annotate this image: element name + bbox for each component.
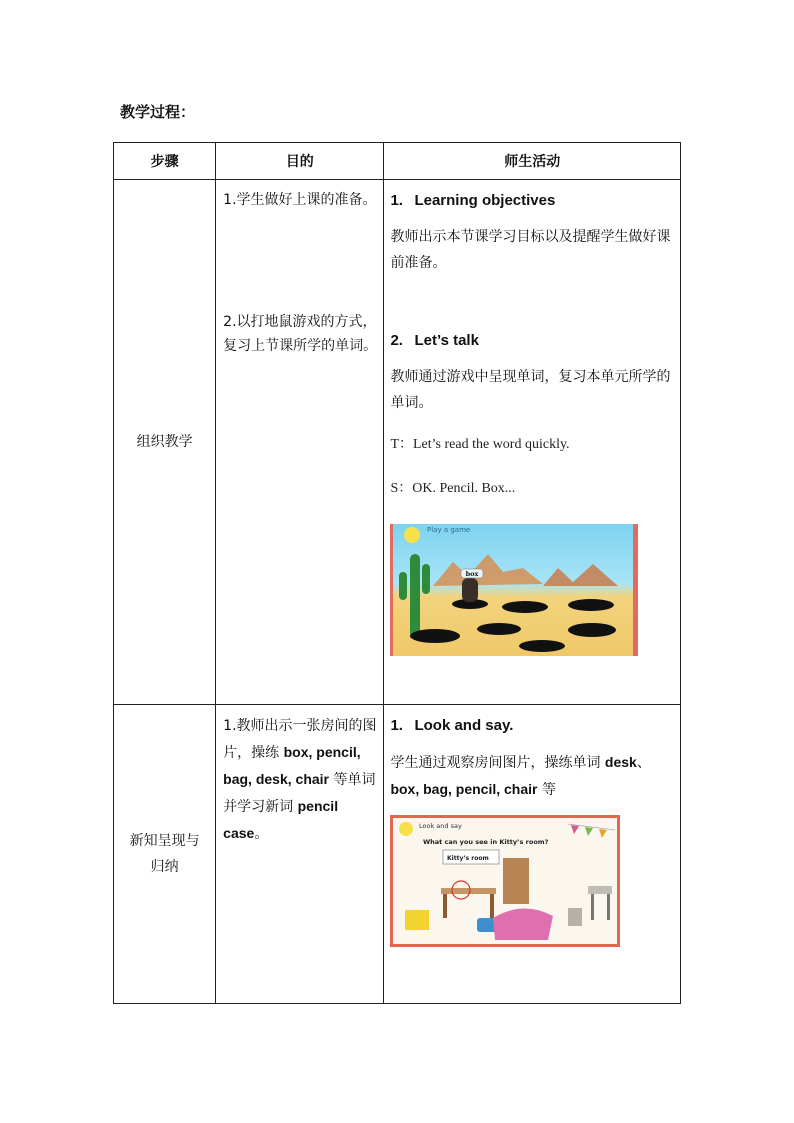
header-purpose: 目的 xyxy=(216,143,384,180)
activity-title: 2. Let’s talk xyxy=(390,332,479,349)
table-row xyxy=(114,180,681,705)
whack-a-mole-game-image xyxy=(390,524,638,656)
activity-title: 1. Look and say. xyxy=(390,717,514,734)
activity-cell xyxy=(384,180,681,705)
room-label: Kitty’s room xyxy=(447,855,490,862)
purpose-cell: 1.教师出示一张房间的图片，操练 box, pencil, bag, desk, chair 等单词并学习新词 pencil case。 xyxy=(216,705,384,1004)
kitty-room-image xyxy=(390,815,620,947)
game-scene-illustration xyxy=(393,524,633,656)
activity-text: 教师出示本节课学习目标以及提醒学生做好课前准备。 xyxy=(390,229,671,271)
table-header-row xyxy=(114,143,681,180)
dialogue-line: S：OK. Pencil. Box... xyxy=(390,481,516,496)
mole-icon xyxy=(462,578,478,602)
purpose-item: 1.学生做好上课的准备。 xyxy=(223,192,377,208)
activity-cell xyxy=(384,705,681,1004)
activity-title: 1. Learning objectives xyxy=(390,192,556,209)
header-activity: 师生活动 xyxy=(384,143,681,180)
room-question: What can you see in Kitty’s room? xyxy=(423,838,549,846)
room-scene-illustration xyxy=(393,818,617,944)
lesson-table xyxy=(113,142,681,1004)
header-step: 步骤 xyxy=(114,143,216,180)
table-row xyxy=(114,705,681,1004)
sun-icon xyxy=(399,822,413,836)
mole-word-label: box xyxy=(466,570,479,578)
game-caption: Play a game xyxy=(427,526,471,534)
room-caption: Look and say xyxy=(419,822,463,830)
activity-text: 学生通过观察房间图片，操练单词 desk、box, bag, pencil, chair 等 xyxy=(390,754,651,798)
dialogue-line: T：Let’s read the word quickly. xyxy=(390,437,570,452)
activity-text: 教师通过游戏中呈现单词，复习本单元所学的单词。 xyxy=(390,369,671,411)
step-cell: 新知呈现与归纳 xyxy=(114,705,216,1004)
section-heading: 教学过程： xyxy=(120,103,196,121)
step-cell: 组织教学 xyxy=(114,180,216,705)
purpose-cell xyxy=(216,180,384,705)
purpose-item: 2.以打地鼠游戏的方式，复习上节课所学的单词。 xyxy=(223,314,378,354)
sun-icon xyxy=(404,527,420,543)
